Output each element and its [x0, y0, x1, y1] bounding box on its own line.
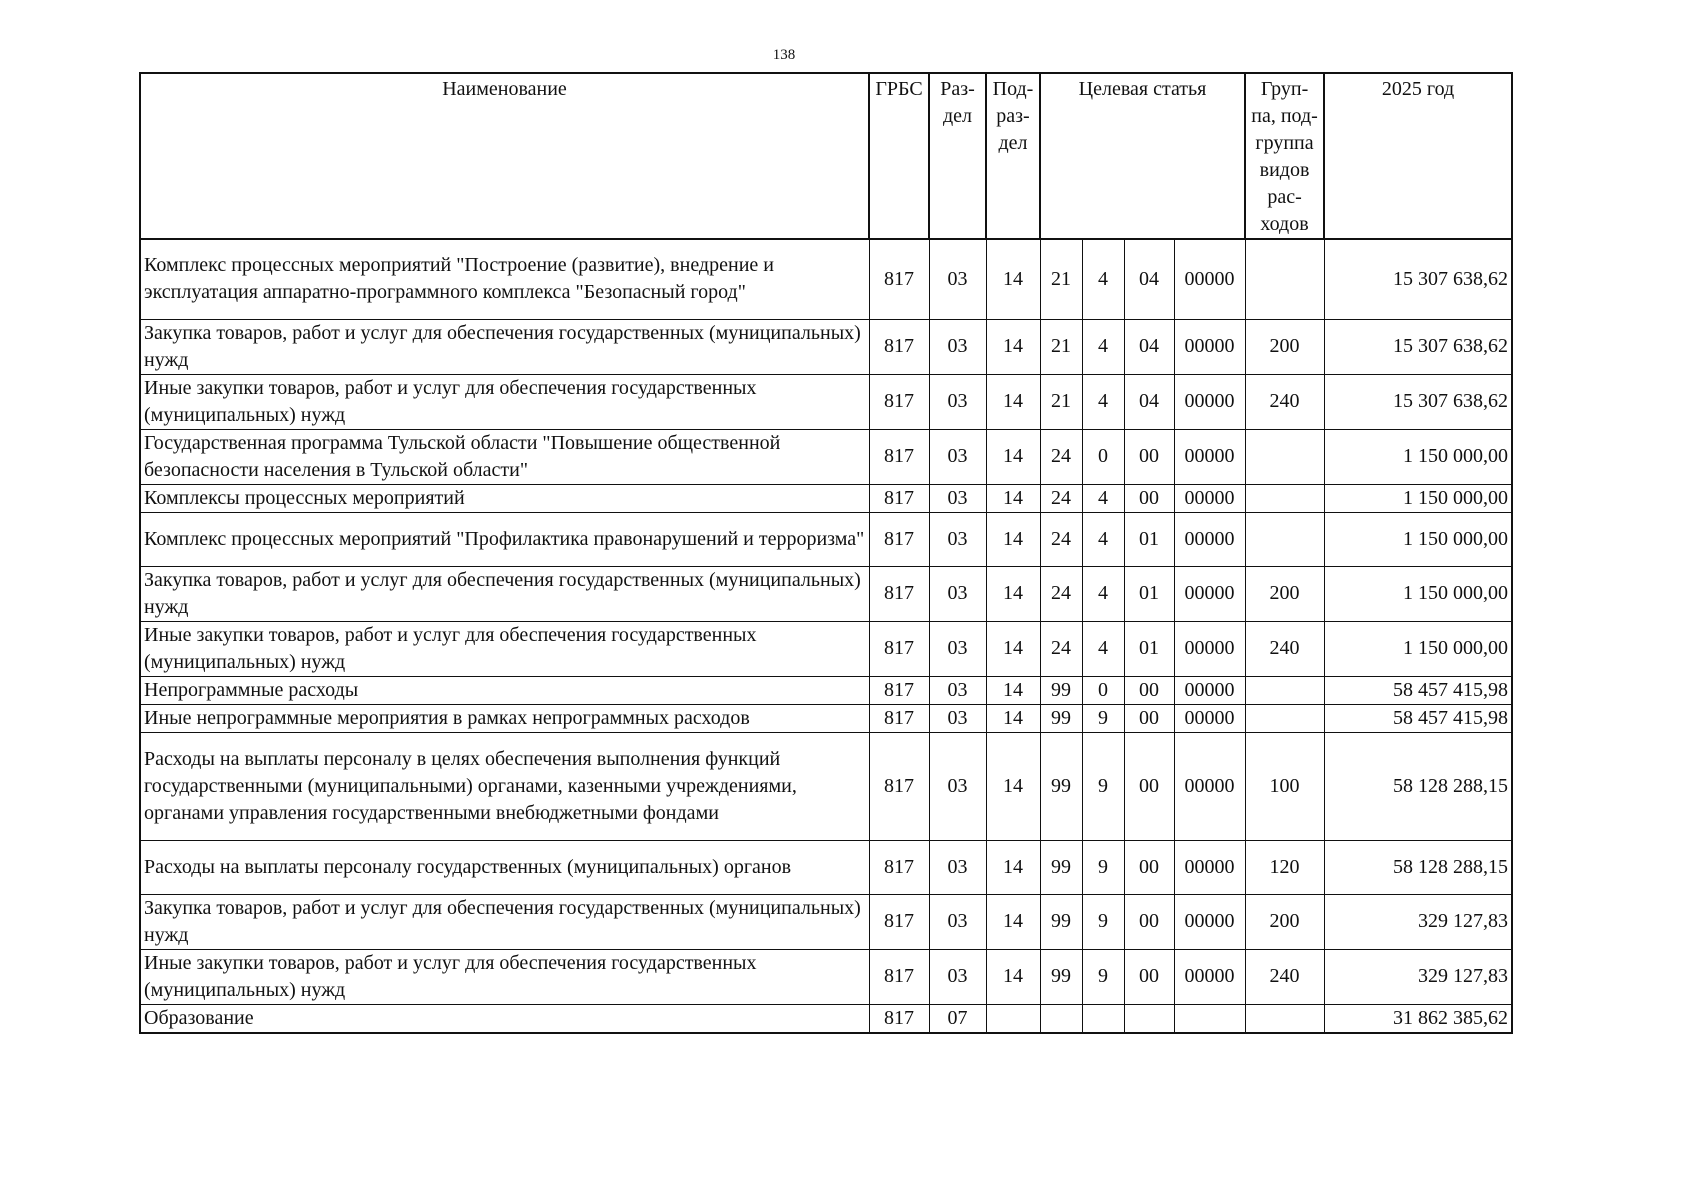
header-expense-group: Груп- па, под- группа видов рас- ходов	[1245, 73, 1324, 239]
razdel-code: 07	[929, 1004, 986, 1033]
target-type: 4	[1082, 512, 1124, 566]
expense-group-code: 100	[1245, 732, 1324, 840]
target-subtype: 00	[1124, 484, 1174, 512]
table-row	[140, 374, 1512, 429]
target-subtype: 00	[1124, 840, 1174, 894]
amount-2025: 58 457 415,98	[1324, 704, 1512, 732]
target-direction: 00000	[1174, 374, 1245, 429]
row-name: Закупка товаров, работ и услуг для обеспечения государственных (муниципальных) нужд	[140, 566, 869, 621]
target-program: 24	[1040, 566, 1082, 621]
table-row	[140, 429, 1512, 484]
row-name: Иные непрограммные мероприятия в рамках непрограммных расходов	[140, 704, 869, 732]
target-direction: 00000	[1174, 484, 1245, 512]
table-row	[140, 894, 1512, 949]
target-subtype: 00	[1124, 429, 1174, 484]
target-direction: 00000	[1174, 676, 1245, 704]
row-name: Комплексы процессных мероприятий	[140, 484, 869, 512]
row-name: Комплекс процессных мероприятий "Построение (развитие), внедрение и эксплуатация аппаратно-программного комплекса "Безопасный город"	[140, 239, 869, 319]
target-direction: 00000	[1174, 949, 1245, 1004]
expense-group-code: 200	[1245, 319, 1324, 374]
expense-group-code: 240	[1245, 949, 1324, 1004]
target-subtype: 01	[1124, 512, 1174, 566]
podrazdel-code: 14	[986, 484, 1040, 512]
table-row	[140, 621, 1512, 676]
amount-2025: 1 150 000,00	[1324, 566, 1512, 621]
target-program: 24	[1040, 512, 1082, 566]
expense-group-code: 200	[1245, 566, 1324, 621]
podrazdel-code: 14	[986, 949, 1040, 1004]
budget-table	[139, 72, 1513, 1034]
target-subtype	[1124, 1004, 1174, 1033]
podrazdel-code: 14	[986, 374, 1040, 429]
podrazdel-code: 14	[986, 894, 1040, 949]
header-grbs: ГРБС	[869, 73, 929, 239]
target-type: 4	[1082, 239, 1124, 319]
target-program: 99	[1040, 840, 1082, 894]
table-row	[140, 484, 1512, 512]
row-name: Закупка товаров, работ и услуг для обеспечения государственных (муниципальных) нужд	[140, 894, 869, 949]
table-header-row	[140, 73, 1512, 239]
amount-2025: 58 128 288,15	[1324, 840, 1512, 894]
expense-group-code: 120	[1245, 840, 1324, 894]
expense-group-code: 240	[1245, 374, 1324, 429]
grbs-code: 817	[869, 840, 929, 894]
podrazdel-code: 14	[986, 319, 1040, 374]
razdel-code: 03	[929, 374, 986, 429]
grbs-code: 817	[869, 704, 929, 732]
expense-group-code	[1245, 1004, 1324, 1033]
razdel-code: 03	[929, 484, 986, 512]
expense-group-code	[1245, 429, 1324, 484]
podrazdel-code: 14	[986, 732, 1040, 840]
grbs-code: 817	[869, 621, 929, 676]
expense-group-code	[1245, 704, 1324, 732]
expense-group-code: 240	[1245, 621, 1324, 676]
target-type: 4	[1082, 621, 1124, 676]
header-podrazdel: Под- раз- дел	[986, 73, 1040, 239]
grbs-code: 817	[869, 484, 929, 512]
podrazdel-code: 14	[986, 566, 1040, 621]
razdel-code: 03	[929, 429, 986, 484]
target-type: 4	[1082, 374, 1124, 429]
row-name: Расходы на выплаты персоналу государственных (муниципальных) органов	[140, 840, 869, 894]
target-program: 21	[1040, 374, 1082, 429]
target-program: 24	[1040, 621, 1082, 676]
target-subtype: 00	[1124, 704, 1174, 732]
target-type: 9	[1082, 732, 1124, 840]
header-name: Наименование	[140, 73, 869, 239]
target-type: 0	[1082, 429, 1124, 484]
amount-2025: 329 127,83	[1324, 949, 1512, 1004]
razdel-code: 03	[929, 319, 986, 374]
razdel-code: 03	[929, 512, 986, 566]
target-direction: 00000	[1174, 732, 1245, 840]
amount-2025: 1 150 000,00	[1324, 621, 1512, 676]
target-type: 9	[1082, 894, 1124, 949]
target-direction: 00000	[1174, 512, 1245, 566]
target-program	[1040, 1004, 1082, 1033]
table-row	[140, 512, 1512, 566]
amount-2025: 15 307 638,62	[1324, 239, 1512, 319]
target-direction: 00000	[1174, 840, 1245, 894]
target-subtype: 00	[1124, 732, 1174, 840]
table-row	[140, 732, 1512, 840]
target-direction: 00000	[1174, 704, 1245, 732]
razdel-code: 03	[929, 894, 986, 949]
target-program: 99	[1040, 676, 1082, 704]
grbs-code: 817	[869, 512, 929, 566]
target-direction: 00000	[1174, 239, 1245, 319]
target-subtype: 04	[1124, 319, 1174, 374]
target-program: 99	[1040, 949, 1082, 1004]
razdel-code: 03	[929, 239, 986, 319]
table-row	[140, 239, 1512, 319]
amount-2025: 1 150 000,00	[1324, 512, 1512, 566]
razdel-code: 03	[929, 676, 986, 704]
podrazdel-code: 14	[986, 429, 1040, 484]
amount-2025: 15 307 638,62	[1324, 374, 1512, 429]
row-name: Иные закупки товаров, работ и услуг для обеспечения государственных (муниципальных) нужд	[140, 949, 869, 1004]
expense-group-code	[1245, 239, 1324, 319]
target-direction: 00000	[1174, 566, 1245, 621]
table-body	[140, 239, 1512, 1033]
table-row	[140, 949, 1512, 1004]
razdel-code: 03	[929, 949, 986, 1004]
target-program: 24	[1040, 429, 1082, 484]
target-subtype: 00	[1124, 894, 1174, 949]
target-type: 4	[1082, 319, 1124, 374]
row-name: Иные закупки товаров, работ и услуг для обеспечения государственных (муниципальных) нужд	[140, 621, 869, 676]
table-row	[140, 319, 1512, 374]
target-direction: 00000	[1174, 621, 1245, 676]
razdel-code: 03	[929, 566, 986, 621]
target-subtype: 04	[1124, 239, 1174, 319]
target-type	[1082, 1004, 1124, 1033]
target-program: 99	[1040, 894, 1082, 949]
target-subtype: 04	[1124, 374, 1174, 429]
header-target-article: Целевая статья	[1040, 73, 1245, 239]
expense-group-code: 200	[1245, 894, 1324, 949]
page-number: 138	[772, 47, 796, 63]
target-subtype: 01	[1124, 621, 1174, 676]
target-direction: 00000	[1174, 894, 1245, 949]
table-row	[140, 676, 1512, 704]
target-type: 9	[1082, 704, 1124, 732]
target-type: 4	[1082, 566, 1124, 621]
amount-2025: 58 128 288,15	[1324, 732, 1512, 840]
podrazdel-code: 14	[986, 704, 1040, 732]
expense-group-code	[1245, 484, 1324, 512]
amount-2025: 329 127,83	[1324, 894, 1512, 949]
amount-2025: 1 150 000,00	[1324, 429, 1512, 484]
target-direction: 00000	[1174, 319, 1245, 374]
razdel-code: 03	[929, 621, 986, 676]
target-type: 0	[1082, 676, 1124, 704]
grbs-code: 817	[869, 1004, 929, 1033]
target-type: 9	[1082, 949, 1124, 1004]
expense-group-code	[1245, 676, 1324, 704]
podrazdel-code: 14	[986, 239, 1040, 319]
grbs-code: 817	[869, 374, 929, 429]
grbs-code: 817	[869, 429, 929, 484]
podrazdel-code: 14	[986, 512, 1040, 566]
amount-2025: 31 862 385,62	[1324, 1004, 1512, 1033]
podrazdel-code	[986, 1004, 1040, 1033]
header-year-2025: 2025 год	[1324, 73, 1512, 239]
amount-2025: 1 150 000,00	[1324, 484, 1512, 512]
grbs-code: 817	[869, 732, 929, 840]
table-row	[140, 840, 1512, 894]
row-name: Образование	[140, 1004, 869, 1033]
target-direction: 00000	[1174, 429, 1245, 484]
target-subtype: 00	[1124, 676, 1174, 704]
target-program: 21	[1040, 239, 1082, 319]
row-name: Непрограммные расходы	[140, 676, 869, 704]
grbs-code: 817	[869, 566, 929, 621]
target-program: 21	[1040, 319, 1082, 374]
header-razdel: Раз- дел	[929, 73, 986, 239]
row-name: Закупка товаров, работ и услуг для обеспечения государственных (муниципальных) нужд	[140, 319, 869, 374]
row-name: Комплекс процессных мероприятий "Профилактика правонарушений и терроризма"	[140, 512, 869, 566]
row-name: Расходы на выплаты персоналу в целях обеспечения выполнения функций государственными (муниципальными) органами, казенными учреждениями, органами управления государственными внебюджетными фондами	[140, 732, 869, 840]
table-row	[140, 566, 1512, 621]
grbs-code: 817	[869, 319, 929, 374]
razdel-code: 03	[929, 732, 986, 840]
target-program: 24	[1040, 484, 1082, 512]
grbs-code: 817	[869, 676, 929, 704]
target-subtype: 00	[1124, 949, 1174, 1004]
grbs-code: 817	[869, 949, 929, 1004]
target-direction	[1174, 1004, 1245, 1033]
target-subtype: 01	[1124, 566, 1174, 621]
target-program: 99	[1040, 732, 1082, 840]
target-program: 99	[1040, 704, 1082, 732]
razdel-code: 03	[929, 704, 986, 732]
podrazdel-code: 14	[986, 840, 1040, 894]
target-type: 9	[1082, 840, 1124, 894]
row-name: Иные закупки товаров, работ и услуг для обеспечения государственных (муниципальных) нужд	[140, 374, 869, 429]
grbs-code: 817	[869, 894, 929, 949]
row-name: Государственная программа Тульской области "Повышение общественной безопасности населения в Тульской области"	[140, 429, 869, 484]
target-type: 4	[1082, 484, 1124, 512]
table-row	[140, 1004, 1512, 1033]
amount-2025: 15 307 638,62	[1324, 319, 1512, 374]
razdel-code: 03	[929, 840, 986, 894]
podrazdel-code: 14	[986, 621, 1040, 676]
podrazdel-code: 14	[986, 676, 1040, 704]
expense-group-code	[1245, 512, 1324, 566]
amount-2025: 58 457 415,98	[1324, 676, 1512, 704]
grbs-code: 817	[869, 239, 929, 319]
table-row	[140, 704, 1512, 732]
